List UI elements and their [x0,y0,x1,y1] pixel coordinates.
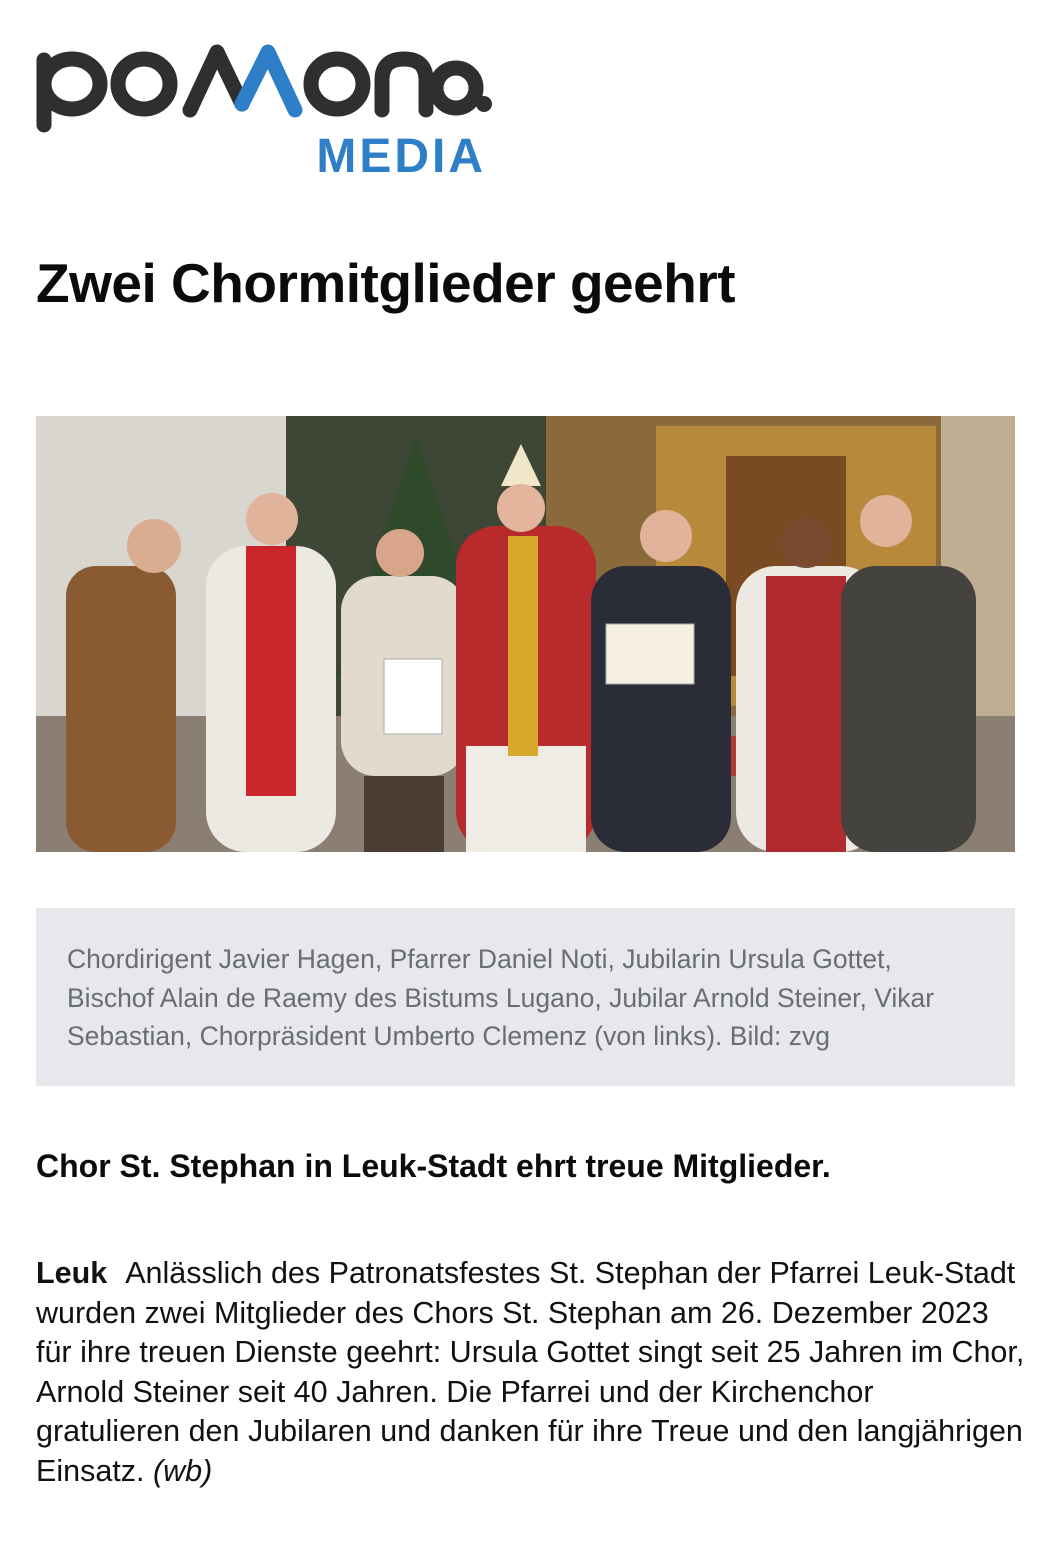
article-headline: Zwei Chormitglieder geehrt [36,252,736,314]
logo-wordmark-media: MEDIA [316,130,486,180]
article-dateline: Leuk [36,1256,108,1290]
article-body [36,1254,1026,1491]
article-body-text: Anlässlich des Patronatsfestes St. Stephan der Pfarrei Leuk-Stadt wurden zwei Mitglieder des Chors St. Stephan am 26. Dezember 2023 für ihre treuen Dienste geehrt: Ursula Gottet singt seit 25 Jahren im Chor, Arnold Steiner seit 40 Jahren. Die Pfarrei und der Kirchenchor gratulieren den Jubilaren und danken für ihre Treue und den langjährigen Einsatz. [36,1256,1025,1488]
photo-illustration [36,416,1015,852]
article-photo [36,416,1015,852]
article-credit: (wb) [152,1453,213,1488]
pomona-media-logo [32,30,492,180]
logo-graphic [32,30,492,180]
photo-caption: Chordirigent Javier Hagen, Pfarrer Daniel Noti, Jubilarin Ursula Gottet, Bischof Alain de Raemy des Bistums Lugano, Jubilar Arnold Steiner, Vikar Sebastian, Chorpräsident Umberto Clemenz (von links). Bild: zvg [67,944,935,1051]
article-lead: Chor St. Stephan in Leuk-Stadt ehrt treue Mitglieder. [36,1148,831,1184]
photo-caption-box [36,908,1015,1086]
